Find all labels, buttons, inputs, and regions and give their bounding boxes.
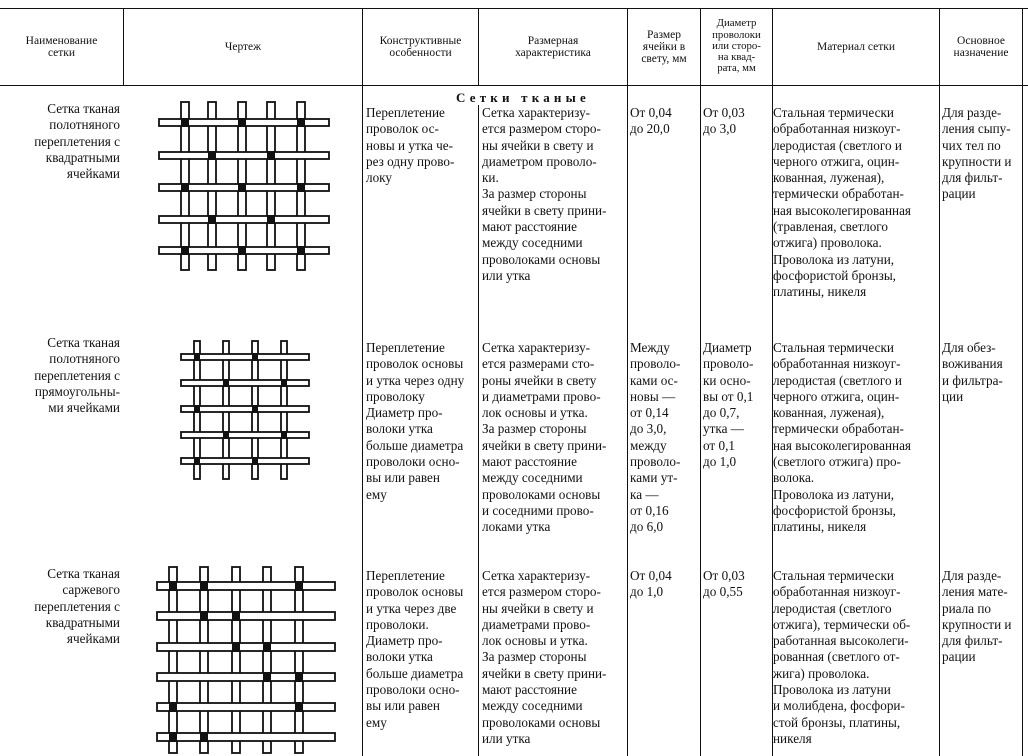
row-2-material: Стальная термически обработанная низкоуг- леродистая (светлого и черного отжига, оцин- кованная, луженая), термически обработан- ная высоколегированная (светлого отжига) про- волока. Проволока из латуни, фосфористой бронзы, платины, никеля xyxy=(773,340,911,535)
row-3-wire-diameter: От 0,03 до 0,55 xyxy=(703,568,745,600)
column-divider xyxy=(362,8,363,756)
row-2-dimensional: Сетка характеризу- ется размерами сто- роны ячейки в свету и диаметрами прово- лок основы и утка. За размер стороны ячейки в свету прини- мают расстояние между соседними проволоками основы и соседними прово- локами утка xyxy=(482,340,607,535)
row-3-material: Стальная термически обработанная низкоуг- леродистая (светлого отжига), термически об- работанная высоколеги- рованная (светлого от- жига) проволока. Проволока из латуни и молибдена, фосфори- стой бронзы, платины, никеля xyxy=(773,568,911,746)
row-1-purpose: Для разде- ления сыпу- чих тел по крупности и для фильт- рации xyxy=(942,105,1012,202)
header-wire-diameter: Диаметр проволоки или сторо- на квад- рата, мм xyxy=(712,17,761,75)
row-3-features: Переплетение проволок основы и утка через две проволоки. Диаметр про- волоки утка больше диаметра проволоки осно- вы или равен ему xyxy=(366,568,464,730)
header-name: Наименование сетки xyxy=(25,34,98,59)
column-divider xyxy=(627,8,628,756)
row-1-dimensional: Сетка характеризу- ется размером сторо- ны ячейки в свету и диаметром проволо- ки. За размер стороны ячейки в свету прини- мают расстояние между соседними проволоками основы или утка xyxy=(482,105,607,283)
row-1-material: Стальная термически обработанная низкоуг- леродистая (светлого и черного отжига, оцин- кованная, луженая), термически обработан- ная высоколегированная (травленая, светлого отжига) проволока. Проволока из латуни, фосфористой бронзы, платины, никеля xyxy=(773,105,911,300)
plain-weave-square-mesh-icon xyxy=(158,101,330,271)
row-2-name: Сетка тканая полотняного переплетения с прямоугольны- ми ячейками xyxy=(34,335,120,416)
header-features: Конструктивные особенности xyxy=(379,34,462,59)
section-title: Сетки тканые xyxy=(456,90,590,105)
column-divider xyxy=(478,105,479,756)
header-drawing: Чертеж xyxy=(224,40,262,53)
header-bottom-rule xyxy=(0,85,1028,86)
row-2-cell-size: Между проволо- ками ос- новы — от 0,14 до 3,0, между проволо- ками ут- ка — от 0,16 до 6,0 xyxy=(630,340,681,535)
row-2-purpose: Для обез- воживания и фильтра- ции xyxy=(942,340,1003,404)
row-3-dimensional: Сетка характеризу- ется размером сторо- ны ячейки в свету и диаметрами прово- лок основы и утка. За размер стороны ячейки в свету прини- мают расстояние между соседними проволоками основы или утка xyxy=(482,568,607,746)
header-material: Материал сетки xyxy=(816,40,895,53)
row-1-name: Сетка тканая полотняного переплетения с квадратными ячейками xyxy=(34,101,120,182)
header-cell-size: Размер ячейки в свету, мм xyxy=(641,28,687,65)
row-2-wire-diameter: Диаметр проволо- ки осно- вы от 0,1 до 0,7, утка — от 0,1 до 1,0 xyxy=(703,340,754,470)
header-purpose: Основное назначение xyxy=(953,34,1009,59)
column-divider xyxy=(700,8,701,756)
row-3-purpose: Для разде- ления мате- риала по крупности и для фильт- рации xyxy=(942,568,1012,665)
row-3-cell-size: От 0,04 до 1,0 xyxy=(630,568,672,600)
plain-weave-rectangular-mesh-icon xyxy=(180,340,310,480)
row-1-features: Переплетение проволок ос- новы и утка че- рез одну прово- локу xyxy=(366,105,455,186)
row-1-cell-size: От 0,04 до 20,0 xyxy=(630,105,672,137)
twill-weave-square-mesh-icon xyxy=(156,566,336,754)
row-3-name: Сетка тканая саржевого переплетения с квадратными ячейками xyxy=(34,566,120,647)
column-divider xyxy=(939,8,940,756)
row-2-features: Переплетение проволок основы и утка через одну проволоку Диаметр про- волоки утка больше диаметра проволоки осно- вы или равен ему xyxy=(366,340,465,502)
header-dimensional: Размерная характеристика xyxy=(515,34,591,59)
row-1-wire-diameter: От 0,03 до 3,0 xyxy=(703,105,745,137)
